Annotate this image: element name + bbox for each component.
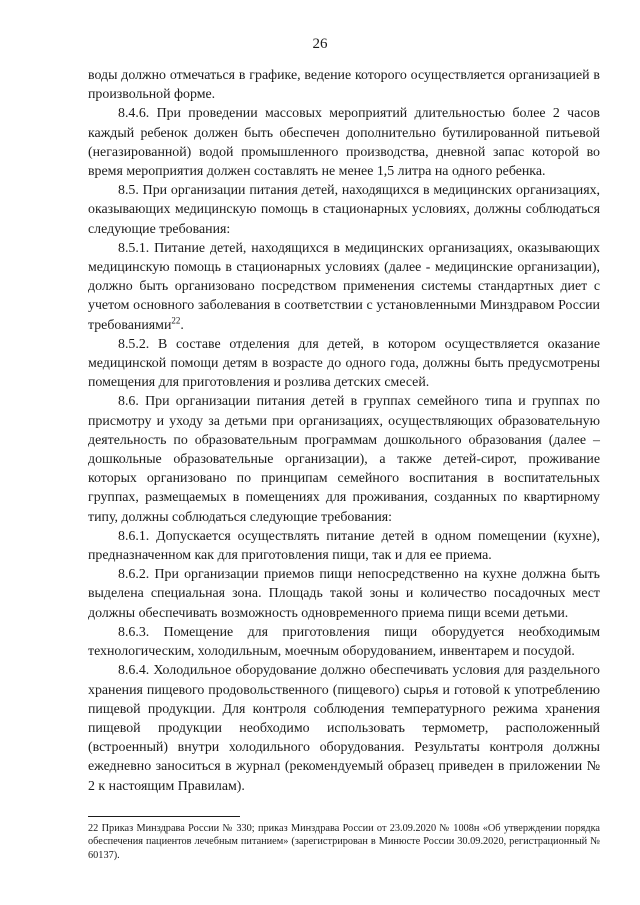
- paragraph-8-6-4: 8.6.4. Холодильное оборудование должно обеспечивать условия для раздельного хранения пищевого продовольственного (пищевого) сырья и готовой к употреблению пищевой продукции. Для контроля соблюдения температурного режима хранения пищевой продукции необходимо использовать термометр, расположенный (встроенный) внутри холодильного оборудования. Результаты контроля должны ежедневно заноситься в журнал (рекомендуемый образец приведен в приложении № 2 к настоящим Правилам).: [88, 663, 600, 794]
- footnote: 22 Приказ Минздрава России № 330; приказ Минздрава России от 23.09.2020 № 1008н «Об утверждении порядка обеспечения пациентов лечебным питанием» (зарегистрирован в Минюсте России 30.09.2020, регистрационный № 60137).: [88, 823, 600, 861]
- footnote-divider: [88, 816, 240, 817]
- paragraph-8-5-2: 8.5.2. В составе отделения для детей, в котором осуществляется оказание медицинской помощи детям в возрасте до одного года, должны быть предусмотрены помещения для приготовления и розлива детских смесей.: [88, 336, 600, 391]
- paragraph-water-schedule: воды должно отмечаться в графике, ведение которого осуществляется организацией в произвольной форме.: [88, 68, 600, 103]
- paragraph-8-5-1: [88, 239, 600, 335]
- paragraph-8-4-6: 8.4.6. При проведении массовых мероприятий длительностью более 2 часов каждый ребенок должен быть обеспечен дополнительно бутилированной питьевой (негазированной) водой промышленного производства, дневной запас которой во время мероприятия должен составлять не менее 1,5 литра на одного ребенка.: [88, 106, 600, 180]
- paragraph-8-6: 8.6. При организации питания детей в группах семейного типа и группах по присмотру и уходу за детьми при организациях, осуществляющих образовательную деятельность по образовательным программам дошкольного образования (далее – дошкольные образовательные организации), а также детей-сирот, проживание которых организовано по принципам семейного воспитания в воспитательных группах, размещаемых в помещениях для проживания, созданных по квартирному типу, должны соблюдаться следующие требования:: [88, 394, 600, 525]
- paragraph-8-6-1: 8.6.1. Допускается осуществлять питание детей в одном помещении (кухне), предназначенном как для приготовления пищи, так и для ее приема.: [88, 528, 600, 564]
- footnote-reference: 22: [171, 315, 181, 326]
- paragraph-8-5: 8.5. При организации питания детей, находящихся в медицинских организациях, оказывающих медицинскую помощь в стационарных условиях, должны соблюдаться следующие требования:: [88, 183, 600, 237]
- paragraph-8-6-2: 8.6.2. При организации приемов пищи непосредственно на кухне должна быть выделена специальная зона. Площадь такой зоны и количество посадочных мест должны обеспечивать возможность одновременного приема пищи всеми детьми.: [88, 567, 600, 621]
- paragraph-8-5-1-end: .: [180, 317, 184, 333]
- page-number: 26: [312, 36, 328, 52]
- paragraph-8-5-1-text: 8.5.1. Питание детей, находящихся в медицинских организациях, оказывающих медицинскую помощь в стационарных условиях (далее - медицинские организации), должно быть организовано посредством применения системы стандартных диет с учетом основного заболевания в соответствии с установленными Минздравом России требованиями: [88, 240, 600, 333]
- document-body: [88, 66, 600, 796]
- paragraph-8-6-3: 8.6.3. Помещение для приготовления пищи оборудуется необходимым технологическим, холодильным, моечным оборудованием, инвентарем и посудой.: [88, 624, 600, 660]
